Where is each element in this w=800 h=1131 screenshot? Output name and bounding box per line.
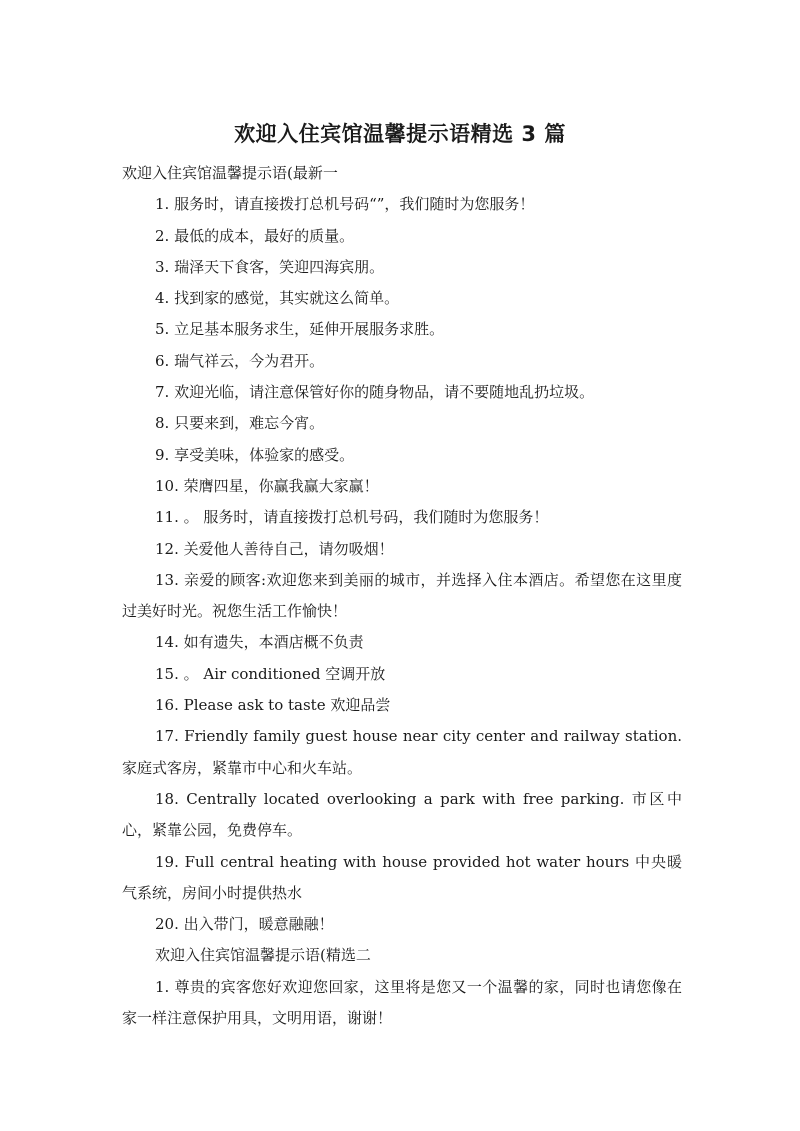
list-item: 1. 服务时，请直接拨打总机号码“”，我们随时为您服务！ xyxy=(155,195,535,214)
list-item: 12. 关爱他人善待自己，请勿吸烟！ xyxy=(155,539,394,558)
section1-heading: 欢迎入住宾馆温馨提示语(最新一 xyxy=(122,164,338,182)
list-item-15: 15. 。 Air conditioned 空调开放 xyxy=(155,664,386,683)
document-title: 欢迎入住宾馆温馨提示语精选 3 篇 xyxy=(234,122,566,146)
list-item-20: 20. 出入带门，暖意融融！ xyxy=(155,915,334,934)
list-item-19: 19. Full central heating with house provided hot water hours 中央暖气系统，房间小时提供热水 xyxy=(122,852,682,902)
list-item: 7. 欢迎光临，请注意保管好你的随身物品，请不要随地乱扔垃圾。 xyxy=(155,383,595,402)
list-item: 3. 瑞泽天下食客，笑迎四海宾朋。 xyxy=(155,257,385,276)
document-body xyxy=(122,158,682,1034)
list-item: 9. 享受美味，体验家的感受。 xyxy=(155,445,355,464)
list-item-17: 17. Friendly family guest house near city center and railway station. 家庭式客房，紧靠市中心和火车站。 xyxy=(122,727,682,777)
list-item-16: 16. Please ask to taste 欢迎品尝 xyxy=(155,696,391,715)
section2-item-1: 1. 尊贵的宾客您好欢迎您回家，这里将是您又一个温馨的家，同时也请您像在家一样注意保护用具，文明用语，谢谢！ xyxy=(122,977,682,1028)
list-item: 5. 立足基本服务求生，延伸开展服务求胜。 xyxy=(155,320,445,339)
list-item-14: 14. 如有遗失，本酒店概不负责 xyxy=(155,633,364,652)
list-item: 11. 。 服务时，请直接拨打总机号码，我们随时为您服务！ xyxy=(155,508,549,527)
section2-heading: 欢迎入住宾馆温馨提示语(精选二 xyxy=(155,946,371,965)
list-item: 2. 最低的成本，最好的质量。 xyxy=(155,226,355,245)
list-item: 4. 找到家的感觉，其实就这么简单。 xyxy=(155,289,400,308)
section1-list xyxy=(122,189,682,565)
list-item: 10. 荣膺四星，你赢我赢大家赢！ xyxy=(155,476,379,495)
list-item-13: 13. 亲爱的顾客:欢迎您来到美丽的城市，并选择入住本酒店。希望您在这里度过美好时光。祝您生活工作愉快！ xyxy=(122,570,682,621)
list-item: 8. 只要来到，难忘今宵。 xyxy=(155,414,325,433)
list-item: 6. 瑞气祥云，今为君开。 xyxy=(155,351,325,370)
list-item-18: 18. Centrally located overlooking a park with free parking. 市区中心，紧靠公园，免费停车。 xyxy=(122,789,682,840)
